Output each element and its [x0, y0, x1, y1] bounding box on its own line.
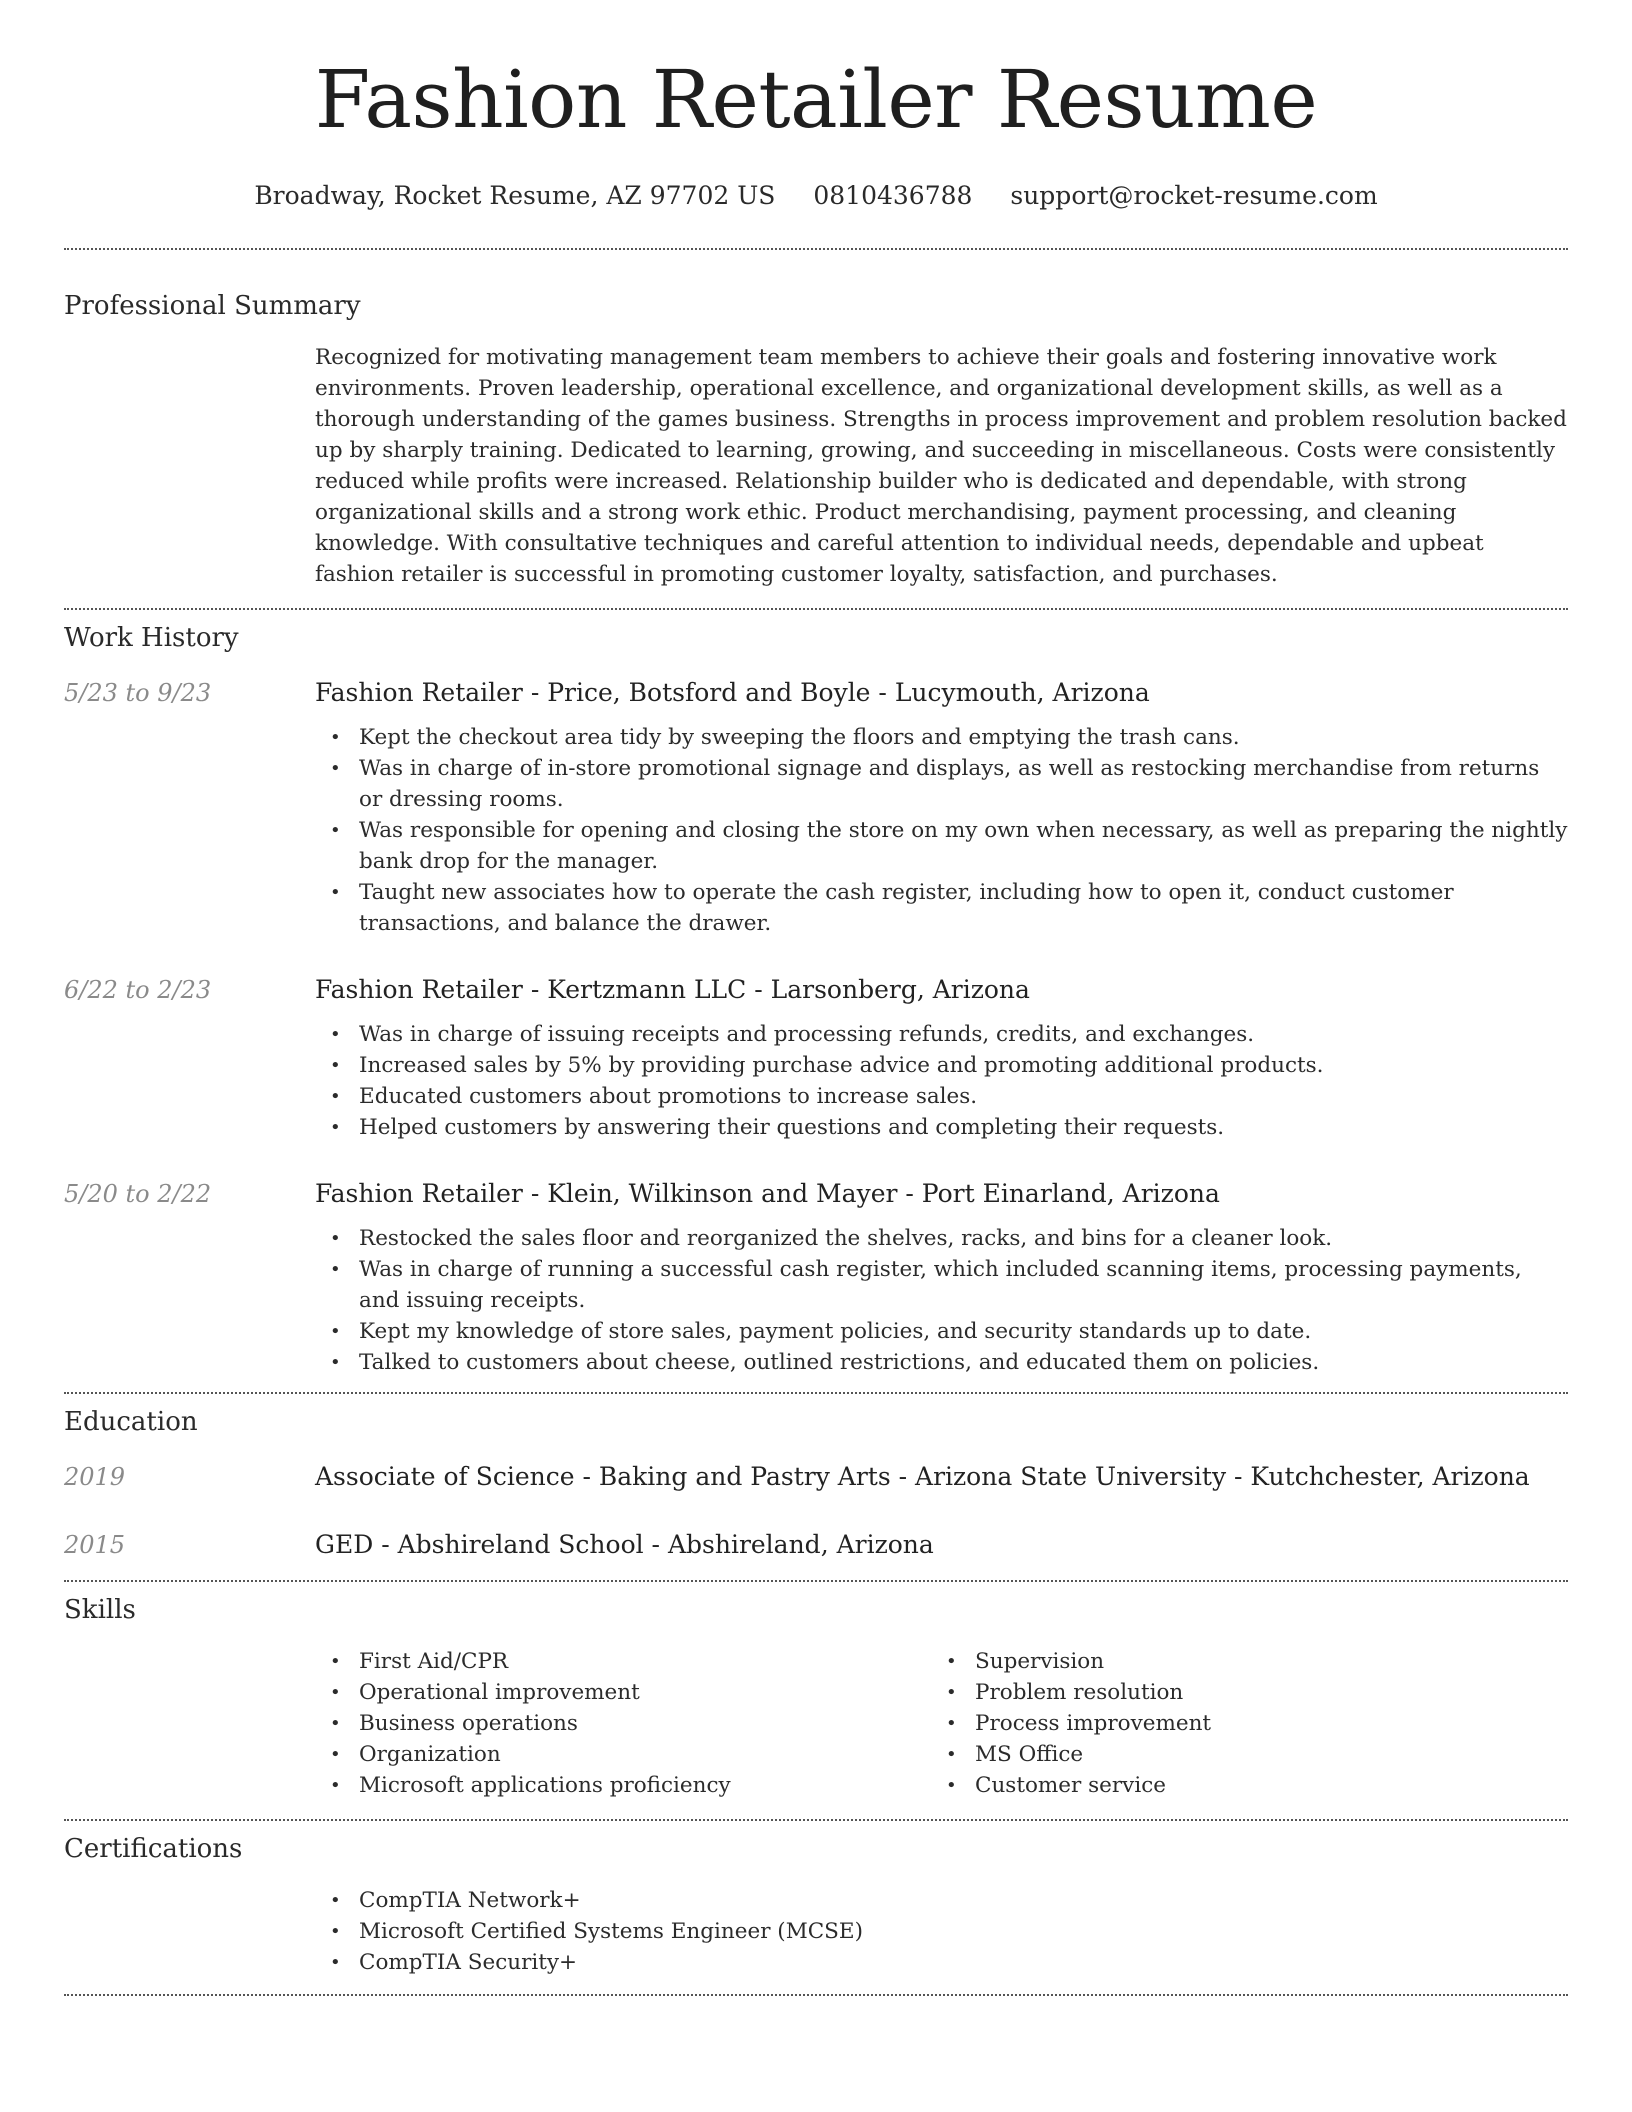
summary-heading: Professional Summary — [64, 291, 361, 321]
work-history-heading: Work History — [64, 623, 239, 653]
certifications-heading: Certifications — [64, 1834, 243, 1864]
list-item: • Process improvement — [931, 1708, 1211, 1739]
list-item: • CompTIA Security+ — [315, 1947, 1568, 1978]
list-item: • Customer service — [931, 1770, 1211, 1801]
resume-page — [64, 0, 1568, 1996]
list-item: • Increased sales by 5% by providing purchase advice and promoting additional products. — [315, 1050, 1568, 1081]
list-item: • Was responsible for opening and closing the store on my own when necessary, as well as preparing the nightly bank drop for the manager. — [315, 815, 1568, 877]
summary-section — [64, 288, 1568, 590]
list-item: • Organization — [315, 1739, 931, 1770]
list-item: • Kept my knowledge of store sales, payment policies, and security standards up to date. — [315, 1316, 1568, 1347]
list-item: • Talked to customers about cheese, outlined restrictions, and educated them on policies. — [315, 1347, 1568, 1378]
education-year: 2015 — [64, 1531, 126, 1559]
list-item: • MS Office — [931, 1739, 1211, 1770]
list-item: • Supervision — [931, 1646, 1211, 1677]
job-title: Fashion Retailer - Klein, Wilkinson and Mayer - Port Einarland, Arizona — [315, 1179, 1220, 1208]
education-detail: Associate of Science - Baking and Pastry Arts - Arizona State University - Kutchchester, Arizona — [315, 1462, 1530, 1491]
list-item: • Kept the checkout area tidy by sweeping the floors and emptying the trash cans. — [315, 722, 1568, 753]
list-item: • Microsoft applications proficiency — [315, 1770, 931, 1801]
certifications-list — [315, 1885, 1568, 1978]
section-divider — [64, 1580, 1568, 1582]
job-dates: 5/20 to 2/22 — [64, 1180, 212, 1208]
list-item: • Microsoft Certified Systems Engineer (MCSE) — [315, 1916, 1568, 1947]
skills-section — [64, 1592, 1568, 1801]
section-divider — [64, 1819, 1568, 1821]
list-item: • Was in charge of in-store promotional signage and displays, as well as restocking merchandise from returns or dressing rooms. — [315, 753, 1568, 815]
list-item: • Restocked the sales floor and reorganized the shelves, racks, and bins for a cleaner look. — [315, 1223, 1568, 1254]
job-duties — [315, 1019, 1568, 1143]
section-divider — [64, 1994, 1568, 1996]
education-detail: GED - Abshireland School - Abshireland, Arizona — [315, 1530, 934, 1559]
education-entry — [64, 1528, 1568, 1562]
job-entry — [64, 1177, 1568, 1378]
contact-email: support@rocket-resume.com — [1010, 181, 1378, 210]
skills-list-right — [931, 1646, 1211, 1801]
list-item: • Educated customers about promotions to increase sales. — [315, 1081, 1568, 1112]
summary-text: Recognized for motivating management team members to achieve their goals and fostering innovative work environments. Proven leadership, operational excellence, and organizational development skills, as well as a thorough understanding of the games business. Strengths in process improvement and problem resolution backed up by sharply training. Dedicated to learning, growing, and succeeding in miscellaneous. Costs were consistently reduced while profits were increased. Relationship builder who is dedicated and dependable, with strong organizational skills and a strong work ethic. Product merchandising, payment processing, and cleaning knowledge. With consultative techniques and careful attention to individual needs, dependable and upbeat fashion retailer is successful in promoting customer loyalty, satisfaction, and purchases. — [315, 345, 1567, 587]
education-entry — [64, 1460, 1568, 1494]
section-divider — [64, 248, 1568, 250]
education-year: 2019 — [64, 1463, 126, 1491]
list-item: • Business operations — [315, 1708, 931, 1739]
job-dates: 5/23 to 9/23 — [64, 679, 212, 707]
job-title: Fashion Retailer - Price, Botsford and Boyle - Lucymouth, Arizona — [315, 678, 1150, 707]
job-duties — [315, 1223, 1568, 1378]
contact-line — [64, 178, 1568, 214]
job-entry — [64, 676, 1568, 939]
job-title: Fashion Retailer - Kertzmann LLC - Larsonberg, Arizona — [315, 975, 1030, 1004]
certifications-section — [64, 1831, 1568, 1978]
education-heading: Education — [64, 1407, 198, 1437]
skills-list-left — [315, 1646, 931, 1801]
education-section — [64, 1404, 1568, 1562]
job-duties — [315, 722, 1568, 939]
list-item: • Was in charge of running a successful cash register, which included scanning items, processing payments, and issuing receipts. — [315, 1254, 1568, 1316]
list-item: • CompTIA Network+ — [315, 1885, 1568, 1916]
list-item: • First Aid/CPR — [315, 1646, 931, 1677]
job-dates: 6/22 to 2/23 — [64, 976, 212, 1004]
job-entry — [64, 973, 1568, 1143]
resume-title: Fashion Retailer Resume — [314, 53, 1318, 146]
list-item: • Problem resolution — [931, 1677, 1211, 1708]
skills-columns — [315, 1646, 1568, 1801]
section-divider — [64, 608, 1568, 610]
work-history-section — [64, 620, 1568, 1378]
contact-address: Broadway, Rocket Resume, AZ 97702 US — [254, 181, 776, 210]
list-item: • Taught new associates how to operate the cash register, including how to open it, conduct customer transactions, and balance the drawer. — [315, 877, 1568, 939]
skills-heading: Skills — [64, 1595, 136, 1625]
contact-phone: 0810436788 — [813, 181, 973, 210]
list-item: • Helped customers by answering their questions and completing their requests. — [315, 1112, 1568, 1143]
section-divider — [64, 1392, 1568, 1394]
list-item: • Operational improvement — [315, 1677, 931, 1708]
list-item: • Was in charge of issuing receipts and processing refunds, credits, and exchanges. — [315, 1019, 1568, 1050]
